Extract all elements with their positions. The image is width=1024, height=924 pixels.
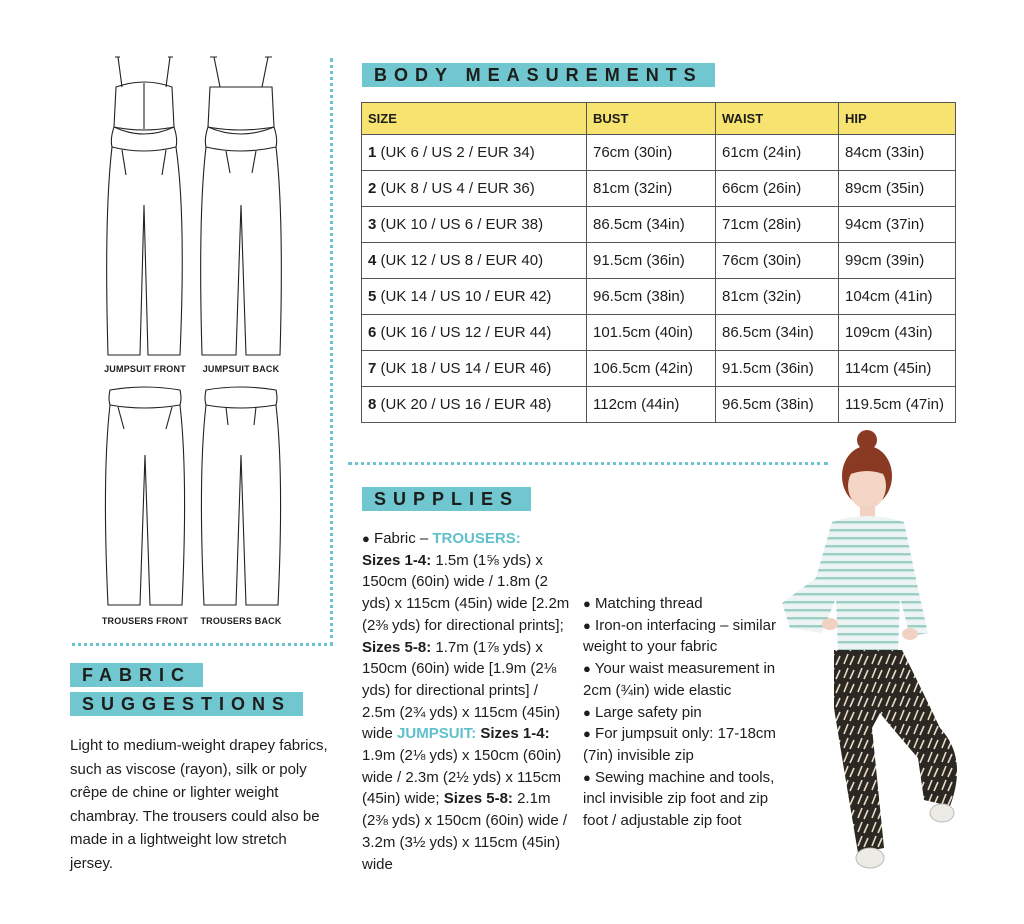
size-number: 1 [368, 144, 377, 161]
jumpsuit-back-sketch [196, 55, 286, 360]
size-cell [362, 387, 587, 423]
size-number: 2 [368, 180, 377, 197]
bust-cell: 106.5cm (42in) [587, 351, 716, 387]
fabric-description: Light to medium-weight drapey fabrics, such as viscose (rayon), silk or poly crêpe de chine or lighter weight chambray. The trousers could also be made in a lightweight low stretch jersey. [70, 737, 328, 872]
bust-cell: 112cm (44in) [587, 387, 716, 423]
hip-cell: 104cm (41in) [839, 279, 956, 315]
trousers-sizes-1-4: Sizes 1-4: [362, 551, 432, 569]
hip-cell: 99cm (39in) [839, 243, 956, 279]
size-cell [362, 351, 587, 387]
table-row [362, 387, 956, 423]
fabric-heading-line2: SUGGESTIONS [70, 692, 303, 716]
list-item: ● Matching thread [583, 595, 703, 612]
fabric-item-continued [583, 528, 795, 593]
body-measurements-heading: BODY MEASUREMENTS [362, 63, 715, 87]
waist-cell: 96.5cm (38in) [716, 387, 839, 423]
divider-left [72, 643, 327, 646]
supplies-column-2 [583, 528, 795, 832]
size-cell [362, 315, 587, 351]
list-item: ● For jumpsuit only: 17-18cm (7in) invisible zip [583, 725, 776, 764]
measurements-table [361, 102, 956, 423]
vertical-divider [330, 58, 333, 646]
list-item: ● Large safety pin [583, 703, 702, 721]
bust-cell: 76cm (30in) [587, 135, 716, 171]
column-header-hip: HIP [839, 103, 956, 135]
waist-cell: 86.5cm (34in) [716, 315, 839, 351]
size-cell [362, 243, 587, 279]
bullet-icon: ● [362, 531, 370, 546]
size-label: (UK 14 / US 10 / EUR 42) [376, 288, 552, 305]
bullet-icon: ● [583, 617, 591, 633]
size-number: 4 [368, 252, 377, 269]
bust-cell: 81cm (32in) [587, 171, 716, 207]
jumpsuit-sizes-5-8-text: 2.1m (2⅜ yds) x 150cm (60in) wide / 3.2m (3½ yds) x 115cm (45in) wide [362, 790, 568, 873]
list-item: ● Sewing machine and tools, incl invisible zip foot and zip foot / adjustable zip foot [583, 768, 775, 830]
table-row [362, 207, 956, 243]
bust-cell: 96.5cm (38in) [587, 279, 716, 315]
hip-cell: 109cm (43in) [839, 315, 956, 351]
trousers-sizes-5-8-text: 1.7m (1⅞ yds) x 150cm (60in) wide [1.9m (2⅛ yds) for directional prints] / 2.5m (2¾ yds) x 115cm (45in) wide [362, 638, 561, 743]
size-cell [362, 171, 587, 207]
trousers-back-caption: TROUSERS BACK [200, 616, 282, 626]
hip-cell: 89cm (35in) [839, 171, 956, 207]
table-row [362, 279, 956, 315]
size-label: (UK 6 / US 2 / EUR 34) [376, 144, 535, 161]
trousers-sizes-1-4-text: 1.5m (1⅝ yds) x 150cm (60in) wide / 1.8m (2 yds) x 115cm (45in) wide [2.2m (2⅜ yds) for directional prints]; [362, 551, 570, 634]
size-number: 3 [368, 216, 377, 233]
waist-cell: 71cm (28in) [716, 207, 839, 243]
model-photo [772, 428, 982, 888]
bullet-icon: ● [583, 661, 591, 677]
trousers-sizes-5-8: Sizes 5-8: [362, 638, 432, 656]
size-number: 7 [368, 360, 377, 377]
waist-cell: 61cm (24in) [716, 135, 839, 171]
size-label: (UK 10 / US 6 / EUR 38) [376, 216, 544, 233]
table-header-row [362, 103, 956, 135]
trousers-back-sketch [196, 385, 286, 610]
jumpsuit-sizes-5-8: Sizes 5-8: [443, 790, 513, 808]
hip-cell: 114cm (45in) [839, 351, 956, 387]
column-header-waist: WAIST [716, 103, 839, 135]
bust-cell: 86.5cm (34in) [587, 207, 716, 243]
bullet-icon: ● [583, 726, 591, 742]
size-label: (UK 12 / US 8 / EUR 40) [376, 252, 544, 269]
jumpsuit-label: JUMPSUIT: [397, 725, 477, 743]
bullet-icon: ● [583, 769, 591, 785]
jumpsuit-front-caption: JUMPSUIT FRONT [104, 364, 186, 374]
size-cell [362, 207, 587, 243]
table-row [362, 135, 956, 171]
jumpsuit-back-caption: JUMPSUIT BACK [202, 364, 280, 374]
size-label: (UK 20 / US 16 / EUR 48) [376, 396, 552, 413]
fabric-label: Fabric – [369, 530, 433, 547]
table-row [362, 351, 956, 387]
table-row [362, 171, 956, 207]
size-cell [362, 279, 587, 315]
waist-cell: 81cm (32in) [716, 279, 839, 315]
trousers-front-caption: TROUSERS FRONT [101, 616, 189, 626]
size-number: 8 [368, 396, 377, 413]
bust-cell: 91.5cm (36in) [587, 243, 716, 279]
column-header-size: SIZE [362, 103, 587, 135]
divider-middle [348, 462, 828, 465]
table-row [362, 315, 956, 351]
jumpsuit-front-sketch [100, 55, 190, 360]
size-number: 6 [368, 324, 377, 341]
trousers-label: TROUSERS: [432, 530, 521, 547]
bust-cell: 101.5cm (40in) [587, 315, 716, 351]
size-label: (UK 8 / US 4 / EUR 36) [376, 180, 535, 197]
jumpsuit-sizes-1-4-text: 1.9m (2⅛ yds) x 150cm (60in) wide / 2.3m (2½ yds) x 115cm (45in) wide; [362, 747, 562, 808]
size-number: 5 [368, 288, 377, 305]
list-item: ● Iron-on interfacing – similar weight to your fabric [583, 616, 776, 656]
fabric-item [362, 528, 574, 875]
column-header-bust: BUST [587, 103, 716, 135]
size-cell [362, 135, 587, 171]
supplies-heading: SUPPLIES [362, 487, 531, 511]
table-row [362, 243, 956, 279]
bullet-icon: ● [583, 704, 591, 720]
trousers-front-sketch [100, 385, 190, 610]
bullet-icon: ● [583, 596, 591, 611]
waist-cell: 76cm (30in) [716, 243, 839, 279]
fabric-heading-line1: FABRIC [70, 663, 203, 687]
hip-cell: 84cm (33in) [839, 135, 956, 171]
hip-cell: 119.5cm (47in) [839, 387, 956, 423]
size-label: (UK 16 / US 12 / EUR 44) [376, 324, 552, 341]
hip-cell: 94cm (37in) [839, 207, 956, 243]
supplies-column-1 [362, 528, 574, 875]
waist-cell: 91.5cm (36in) [716, 351, 839, 387]
jumpsuit-sizes-1-4: Sizes 1-4: [476, 725, 550, 743]
size-label: (UK 18 / US 14 / EUR 46) [376, 360, 552, 377]
list-item: ● Your waist measurement in 2cm (¾in) wide elastic [583, 660, 776, 699]
waist-cell: 66cm (26in) [716, 171, 839, 207]
